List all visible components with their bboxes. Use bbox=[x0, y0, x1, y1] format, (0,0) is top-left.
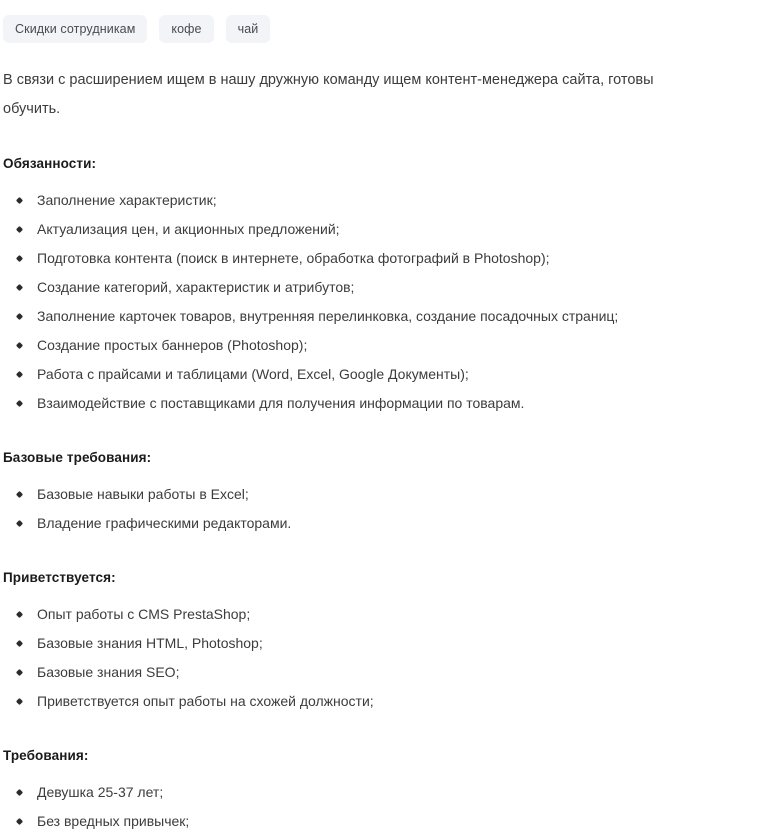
section-heading: Требования: bbox=[3, 748, 89, 763]
list-item: Приветствуется опыт работы на схожей должности; bbox=[3, 687, 737, 716]
requirements-section bbox=[3, 745, 765, 836]
section-heading: Приветствуется: bbox=[3, 570, 116, 585]
list-item: Опыт работы с CMS PrestaShop; bbox=[3, 600, 737, 629]
section-heading: Обязанности: bbox=[3, 156, 97, 171]
list-item: Заполнение характеристик; bbox=[3, 186, 737, 215]
list-item: Базовые навыки работы в Excel; bbox=[3, 480, 737, 509]
sections-container bbox=[3, 153, 765, 836]
intro-paragraph: В связи с расширением ищем в нашу дружную команду ищем контент-менеджера сайта, готовы обучить. bbox=[3, 72, 654, 117]
job-description-content bbox=[0, 66, 768, 836]
tag-chip[interactable]: Скидки сотрудникам bbox=[3, 15, 147, 43]
list-item: Базовые знания HTML, Photoshop; bbox=[3, 629, 737, 658]
bullet-list bbox=[3, 778, 765, 836]
list-item: Создание категорий, характеристик и атрибутов; bbox=[3, 273, 737, 302]
tag-chip[interactable]: чай bbox=[226, 15, 271, 43]
list-item: Базовые знания SEO; bbox=[3, 658, 737, 687]
list-item: Владение графическими редакторами. bbox=[3, 509, 737, 538]
requirements-section bbox=[3, 567, 765, 716]
requirements-section bbox=[3, 447, 765, 538]
section-heading: Базовые требования: bbox=[3, 450, 152, 465]
tag-chip[interactable]: кофе bbox=[159, 15, 213, 43]
tag-list bbox=[0, 0, 768, 44]
bullet-list bbox=[3, 600, 765, 716]
list-item: Работа с прайсами и таблицами (Word, Excel, Google Документы); bbox=[3, 360, 737, 389]
requirements-section bbox=[3, 153, 765, 418]
bullet-list bbox=[3, 186, 765, 418]
list-item: Создание простых баннеров (Photoshop); bbox=[3, 331, 737, 360]
bullet-list bbox=[3, 480, 765, 538]
list-item: Актуализация цен, и акционных предложений; bbox=[3, 215, 737, 244]
list-item: Взаимодействие с поставщиками для получения информации по товарам. bbox=[3, 389, 737, 418]
list-item: Подготовка контента (поиск в интернете, обработка фотографий в Photoshop); bbox=[3, 244, 737, 273]
list-item: Без вредных привычек; bbox=[3, 807, 737, 836]
list-item: Девушка 25-37 лет; bbox=[3, 778, 737, 807]
list-item: Заполнение карточек товаров, внутренняя перелинковка, создание посадочных страниц; bbox=[3, 302, 737, 331]
